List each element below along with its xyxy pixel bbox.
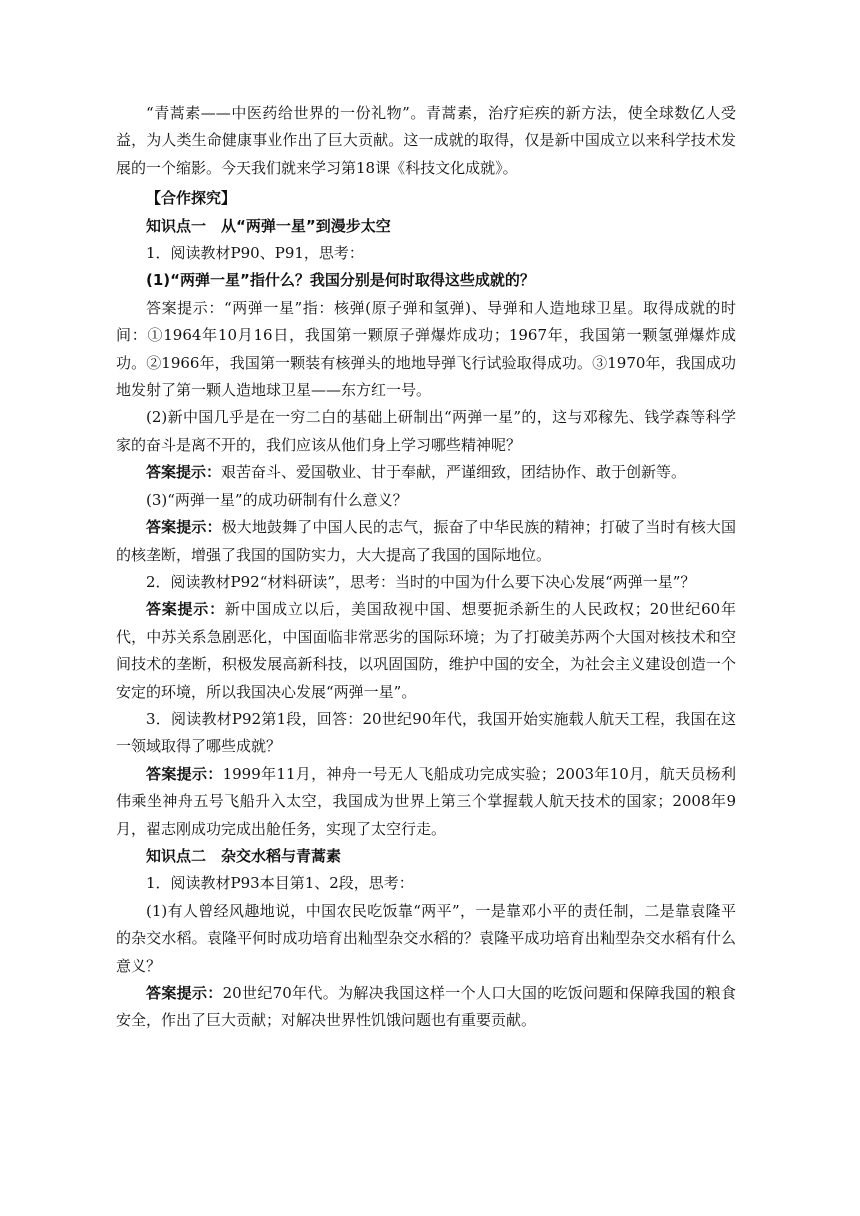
answer-text: 1999年11月，神舟一号无人飞船成功完成实验；2003年10月，航天员杨利伟乘坐神舟五号飞船升入太空，我国成为世界上第三个掌握载人航天技术的国家；2008年9月，翟志刚成功完成出舱任务，实现了太空行走。 bbox=[116, 764, 736, 838]
answer-label: 答案提示： bbox=[146, 518, 222, 537]
document-body bbox=[116, 100, 736, 1035]
section-heading: 【合作探究】 bbox=[146, 189, 237, 208]
answer-1-1: 答案提示：“两弹一星”指：核弹(原子弹和氢弹)、导弹和人造地球卫星。取得成就的时间：①1964年10月16日，我国第一颗原子弹爆炸成功；1967年，我国第一颗氢弹爆炸成功。②1966年，我国第一颗装有核弹头的地地导弹飞行试验取得成功。③1970年，我国成功地发射了第一颗人造地球卫星——东方红一号。 bbox=[116, 298, 736, 400]
question-1-2: (2)新中国几乎是在一穷二白的基础上研制出“两弹一星”的，这与邓稼先、钱学森等科学家的奋斗是离不开的，我们应该从他们身上学习哪些精神呢？ bbox=[116, 408, 736, 454]
question-1-3: (3)“两弹一星”的成功研制有什么意义？ bbox=[146, 490, 408, 509]
kp2-question-1-1: (1)有人曾经风趣地说，中国农民吃饭靠“两平”，一是靠邓小平的责任制，二是靠袁隆平的杂交水稻。袁隆平何时成功培育出籼型杂交水稻的？袁隆平成功培育出籼型杂交水稻有什么意义？ bbox=[116, 901, 736, 975]
question-2: 2．阅读教材P92“材料研读”，思考：当时的中国为什么要下决心发展“两弹一星”？ bbox=[146, 572, 696, 591]
answer-label: 答案提示： bbox=[146, 984, 223, 1002]
answer-text: 艰苦奋斗、爱国敬业、甘于奉献，严谨细致，团结协作、敢于创新等。 bbox=[221, 463, 687, 482]
answer-label: 答案提示： bbox=[146, 764, 223, 783]
answer-text: 20世纪70年代。为解决我国这样一个人口大国的吃饭问题和保障我国的粮食安全，作出了巨大贡献；对解决世界性饥饿问题也有重要贡献。 bbox=[116, 984, 736, 1030]
answer-1-3 bbox=[116, 514, 736, 569]
answer-2 bbox=[116, 596, 736, 706]
intro-paragraph: “青蒿素——中医药给世界的一份礼物”。青蒿素，治疗疟疾的新方法，使全球数亿人受益，为人类生命健康事业作出了巨大贡献。这一成就的取得，仅是新中国成立以来科学技术发展的一个缩影。今天我们就来学习第18课《科技文化成就》。 bbox=[116, 104, 736, 177]
answer-label: 答案提示： bbox=[146, 600, 225, 619]
kp2-question-1-intro: 1．阅读教材P93本目第1、2段，思考： bbox=[146, 874, 414, 893]
answer-1-2 bbox=[116, 459, 736, 486]
answer-label: 答案提示： bbox=[146, 463, 222, 482]
question-3: 3．阅读教材P92第1段，回答：20世纪90年代，我国开始实施载人航天工程，我国在这一领域取得了哪些成就？ bbox=[116, 709, 736, 756]
answer-text: 新中国成立以后，美国敌视中国、想要扼杀新生的人民政权；20世纪60年代，中苏关系急剧恶化，中国面临非常恶劣的国际环境；为了打破美苏两个大国对核技术和空间技术的垄断，积极发展高新科技，以巩固国防，维护中国的安全，为社会主义建设创造一个安定的环境，所以我国决心发展“两弹一星”。 bbox=[116, 600, 736, 701]
answer-text: 极大地鼓舞了中国人民的志气，振奋了中华民族的精神；打破了当时有核大国的核垄断，增强了我国的国防实力，大大提高了我国的国际地位。 bbox=[116, 518, 736, 564]
question-1-1: (1)“两弹一星”指什么？我国分别是何时取得这些成就的？ bbox=[146, 271, 535, 290]
knowledge-point-1-title: 知识点一 从“两弹一星”到漫步太空 bbox=[146, 216, 391, 235]
question-1-intro: 1．阅读教材P90、P91，思考： bbox=[146, 244, 364, 263]
kp2-answer-1-1 bbox=[116, 980, 736, 1035]
knowledge-point-2-title: 知识点二 杂交水稻与青蒿素 bbox=[146, 846, 342, 865]
answer-3 bbox=[116, 761, 736, 843]
